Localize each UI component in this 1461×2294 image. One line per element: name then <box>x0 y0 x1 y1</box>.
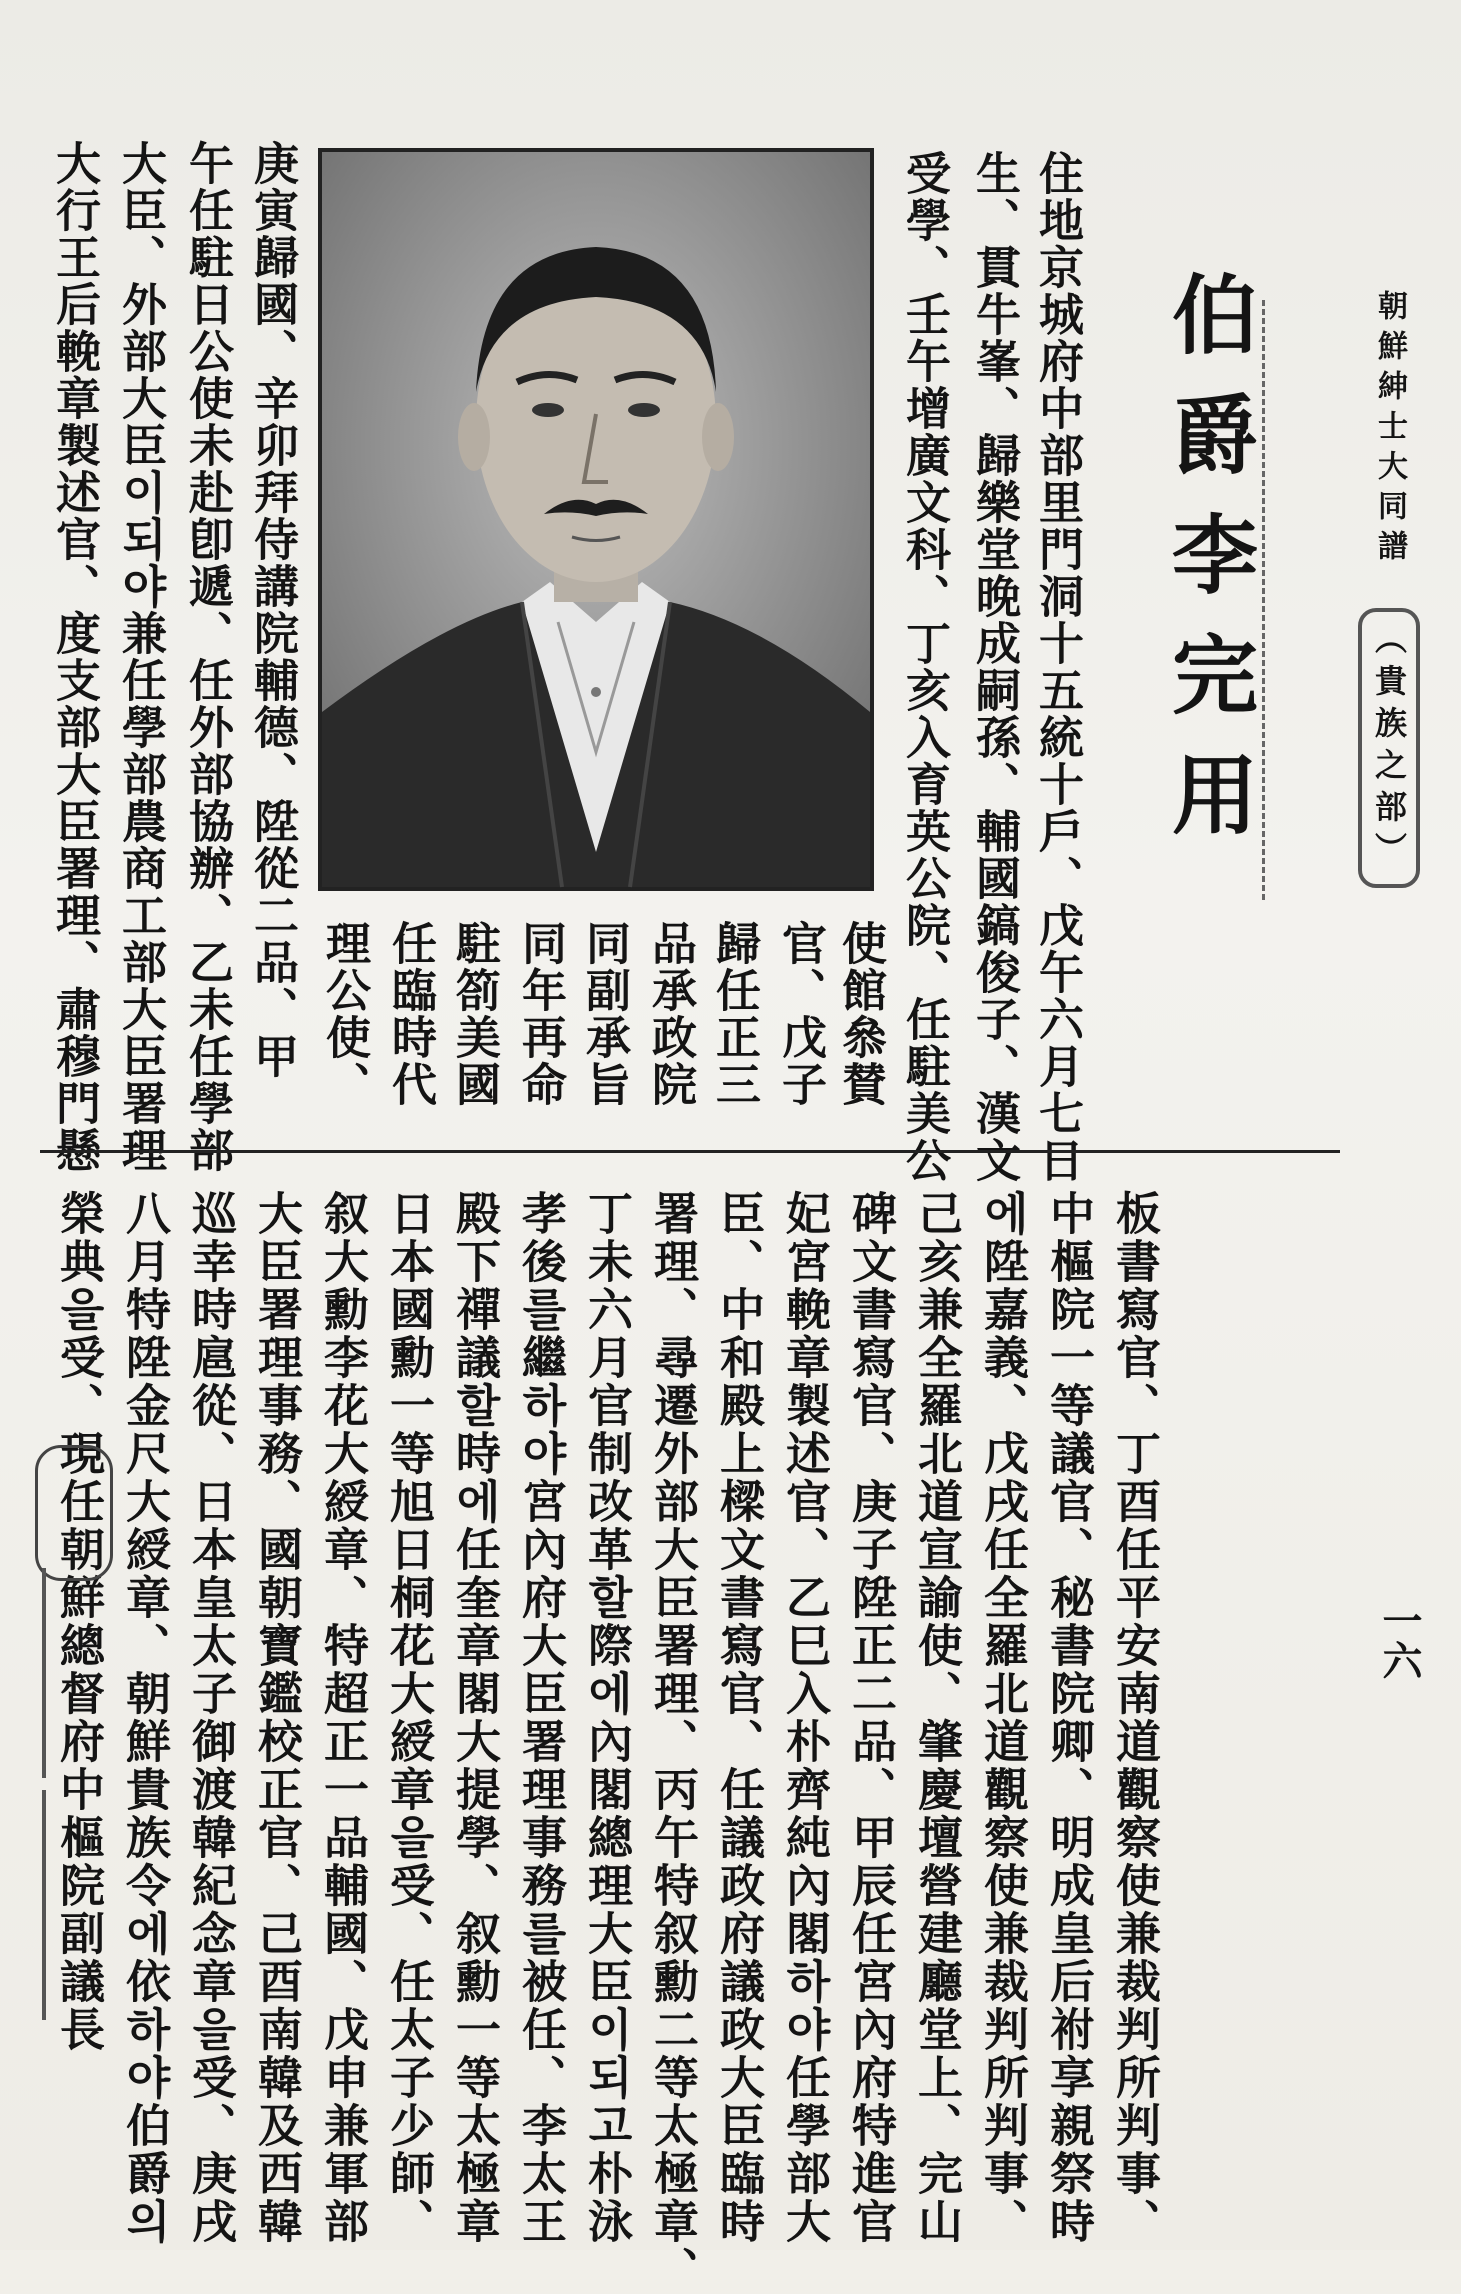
text-column-bottom-9: 丁未六月官制改革할際에內閣總理大臣이되고朴泳 <box>580 1190 633 2246</box>
text-column-bottom-6: 妃宮輓章製述官、乙巳入朴齊純內閣하야任學部大 <box>778 1190 831 2246</box>
text-column-bottom-1: 板書寫官、丁酉任平安南道觀察使兼裁判所判事、 <box>1108 1190 1161 2246</box>
underline-mark <box>42 1568 46 1778</box>
text-column-bottom-7: 臣、中和殿上樑文書寫官、任議政府議政大臣臨時 <box>712 1190 765 2246</box>
text-column-bottom-2: 中樞院一等議官、秘書院卿、明成皇后祔享親祭時 <box>1042 1190 1095 2246</box>
text-column-top-16: 大行王后輓章製述官、度支部大臣署理、肅穆門懸 <box>48 140 101 1174</box>
category-label: （貴族之部） <box>1358 608 1420 888</box>
text-column-bottom-17: 榮典을受、現任朝鮮總督府中樞院副議長 <box>52 1190 105 2054</box>
text-column-top-7: 品承政院 <box>644 920 697 1108</box>
section-divider <box>40 1150 1340 1153</box>
text-column-top-14: 午任駐日公使未赴卽遞、任外部協辦、乙未任學部 <box>181 140 234 1174</box>
text-column-bottom-14: 大臣署理事務、國朝寶鑑校正官、己酉南韓及西韓 <box>250 1190 303 2246</box>
text-column-top-15: 大臣、外部大臣이되야兼任學部農商工部大臣署理 <box>114 140 167 1174</box>
text-column-bottom-4: 己亥兼全羅北道宣諭使、肇慶壇營建廳堂上、完山 <box>910 1190 963 2246</box>
text-column-top-11: 任臨時代 <box>384 920 437 1108</box>
text-column-bottom-3: 에陞嘉義、戊戌任全羅北道觀察使兼裁判所判事、 <box>976 1190 1029 2246</box>
text-column-top-4: 使館叅賛 <box>834 920 887 1108</box>
portrait-image <box>322 152 870 887</box>
text-column-bottom-12: 日本國勳一等旭日桐花大綬章을受、任太子少師、 <box>382 1190 435 2246</box>
text-column-bottom-5: 碑文書寫官、庚子陞正二品、甲辰任宮內府特進官 <box>844 1190 897 2246</box>
text-column-top-10: 駐箚美國 <box>448 920 501 1108</box>
text-column-top-1: 住地京城府中部里門洞十五統十戶、戊午六月七日 <box>1031 150 1084 1184</box>
text-column-top-3: 受學、壬午增廣文科、丁亥入育英公院、任駐美公 <box>898 150 951 1184</box>
underline-mark <box>42 1790 46 2020</box>
text-column-bottom-11: 殿下禪議할時에任奎章閣大提學、叙勳一等太極章 <box>448 1190 501 2246</box>
text-column-top-13: 庚寅歸國、辛卯拜侍講院輔德、陞從二品、甲 <box>246 140 299 1080</box>
text-column-bottom-15: 巡幸時扈從、日本皇太子御渡韓紀念章을受、庚戌 <box>184 1190 237 2246</box>
circled-annotation <box>35 1445 113 1581</box>
text-column-bottom-10: 孝後를繼하야宮內府大臣署理事務를被任、李太王 <box>514 1190 567 2246</box>
page-number: 一六 <box>1376 1600 1423 1680</box>
running-header <box>1340 290 1420 990</box>
text-column-top-2: 生、貫牛峯、歸樂堂晚成嗣孫、輔國鎬俊子、漢文 <box>968 150 1021 1184</box>
text-column-top-5: 官、戊子 <box>774 920 827 1108</box>
text-column-top-9: 同年再命 <box>514 920 567 1108</box>
title-rule <box>1262 300 1265 900</box>
entry-title: 伯爵李完用 <box>1157 270 1258 870</box>
text-column-top-6: 歸任正三 <box>708 920 761 1108</box>
text-column-bottom-16: 八月特陞金尺大綬章、朝鮮貴族令에依하야伯爵의 <box>118 1190 171 2246</box>
text-column-bottom-13: 叙大勳李花大綬章、特超正一品輔國、戊申兼軍部 <box>316 1190 369 2246</box>
text-column-bottom-8: 署理、尋遷外部大臣署理、丙午特叙勳二等太極章、 <box>646 1190 699 2294</box>
text-column-top-8: 同副承旨 <box>578 920 631 1108</box>
publication-title: 朝鮮紳士大同譜 <box>1372 290 1407 570</box>
portrait-photo <box>318 148 874 891</box>
text-column-top-12: 理公使、 <box>318 920 371 1108</box>
